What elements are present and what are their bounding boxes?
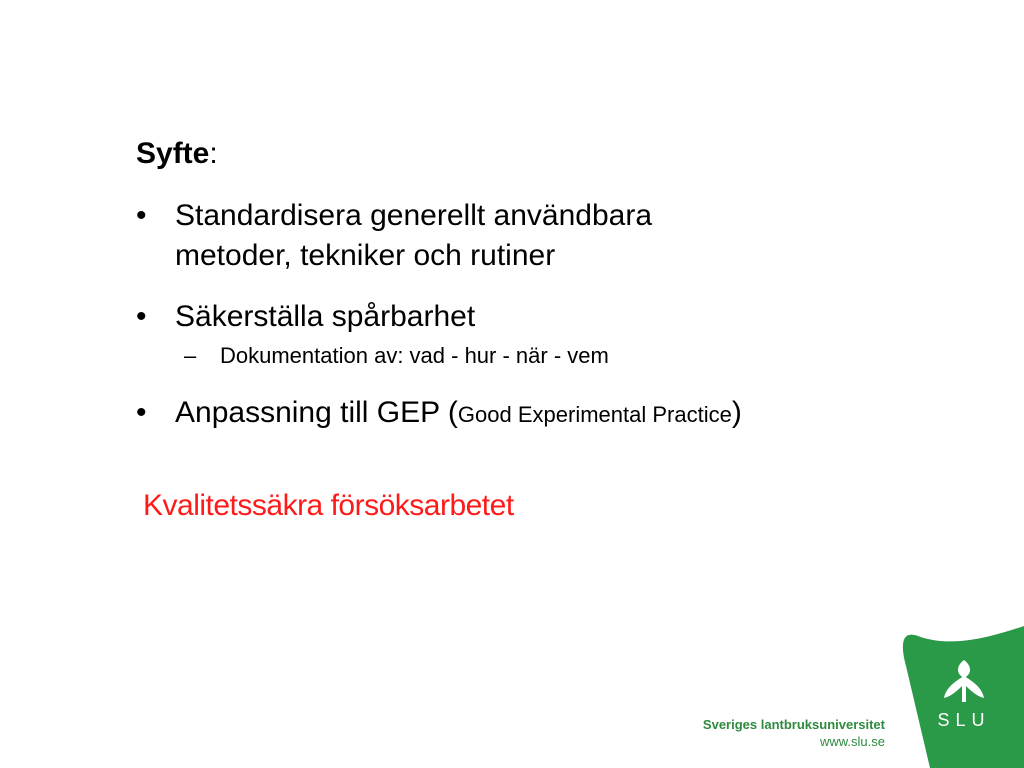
bullet-text-line-2: metoder, tekniker och rutiner xyxy=(175,239,556,272)
university-name: Sveriges lantbruksuniversitet xyxy=(702,717,885,732)
heading-colon: : xyxy=(209,137,218,170)
sub-item-documentation xyxy=(184,342,609,370)
bullet-marker: • xyxy=(136,199,147,232)
website-url[interactable]: www.slu.se xyxy=(819,734,885,749)
footer xyxy=(703,716,885,750)
bullet-item-standardize xyxy=(136,196,856,276)
bullet-marker: • xyxy=(136,396,147,429)
bullet-text xyxy=(175,393,856,435)
logo-text: SLU xyxy=(937,710,991,730)
sub-text: Dokumentation av: vad - hur - när - vem xyxy=(220,343,609,368)
heading xyxy=(136,136,218,172)
bullet-item-gep xyxy=(136,393,856,435)
sub-marker: – xyxy=(184,343,197,368)
bullet-text-main: Anpassning till GEP ( xyxy=(175,396,458,429)
bullet-item-traceability xyxy=(136,297,856,337)
bullet-text-small: Good Experimental Practice xyxy=(457,402,732,427)
bullet-text xyxy=(175,196,856,276)
bullet-text: Säkerställa spårbarhet xyxy=(175,300,476,333)
bullet-text-close: ) xyxy=(731,396,742,429)
heading-bold: Syfte xyxy=(136,137,210,170)
emphasis-text: Kvalitetssäkra försöksarbetet xyxy=(143,489,514,522)
slu-logo xyxy=(900,626,1024,768)
bullet-text-line-1: Standardisera generellt användbara xyxy=(175,199,652,232)
bullet-marker: • xyxy=(136,300,147,333)
